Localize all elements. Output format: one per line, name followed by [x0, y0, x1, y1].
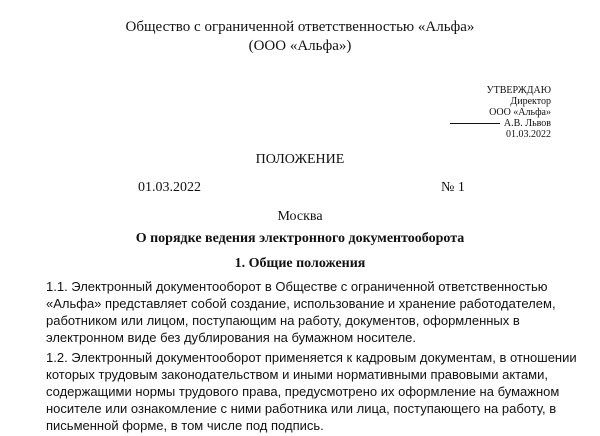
approver-position: Директор: [510, 96, 551, 107]
document-city: Москва: [277, 209, 323, 224]
paragraph-line: письменной форме, в том числе под подпись.: [46, 418, 324, 433]
organization-short-name: (ООО «Альфа»): [248, 38, 352, 54]
approver-signature-row: [450, 118, 551, 129]
paragraph-line: носителе или ознакомление с ними работника или лица, поступающего на работу, в: [46, 401, 557, 416]
approval-date: 01.03.2022: [506, 129, 551, 140]
paragraph-line: работником или лицом, поступающим на работу, документов, оформленных в: [46, 313, 520, 328]
paragraph-1-2: [46, 349, 577, 434]
paragraph-1-1: [46, 278, 566, 346]
approver-company: ООО «Альфа»: [489, 107, 551, 118]
approval-block: [450, 85, 551, 140]
approval-stamp: УТВЕРЖДАЮ: [486, 85, 551, 96]
document-date: 01.03.2022: [138, 180, 201, 195]
paragraph-line: 1.2. Электронный документооборот применяется к кадровым документам, в отношении: [46, 350, 577, 365]
organization-full-name: Общество с ограниченной ответственностью «Альфа»: [125, 19, 475, 35]
paragraph-line: содержащими нормы трудового права, предусмотрено их оформление на бумажном: [46, 384, 560, 399]
paragraph-line: которых трудовым законодательством и иными нормативными правовыми актами,: [46, 367, 548, 382]
document-number: № 1: [441, 180, 465, 195]
paragraph-line: электронном виде без дублирования на бумажном носителе.: [46, 330, 417, 345]
paragraph-line: «Альфа» представляет собой создание, использование и хранение работодателем,: [46, 296, 556, 311]
document-title: О порядке ведения электронного документооборота: [135, 231, 465, 246]
section-title: 1. Общие положения: [234, 256, 366, 271]
approver-name: А.В. Львов: [503, 118, 551, 129]
paragraph-line: 1.1. Электронный документооборот в Обществе с ограниченной ответственностью: [46, 279, 548, 294]
document-type: ПОЛОЖЕНИЕ: [255, 152, 345, 167]
signature-line: [450, 123, 500, 124]
